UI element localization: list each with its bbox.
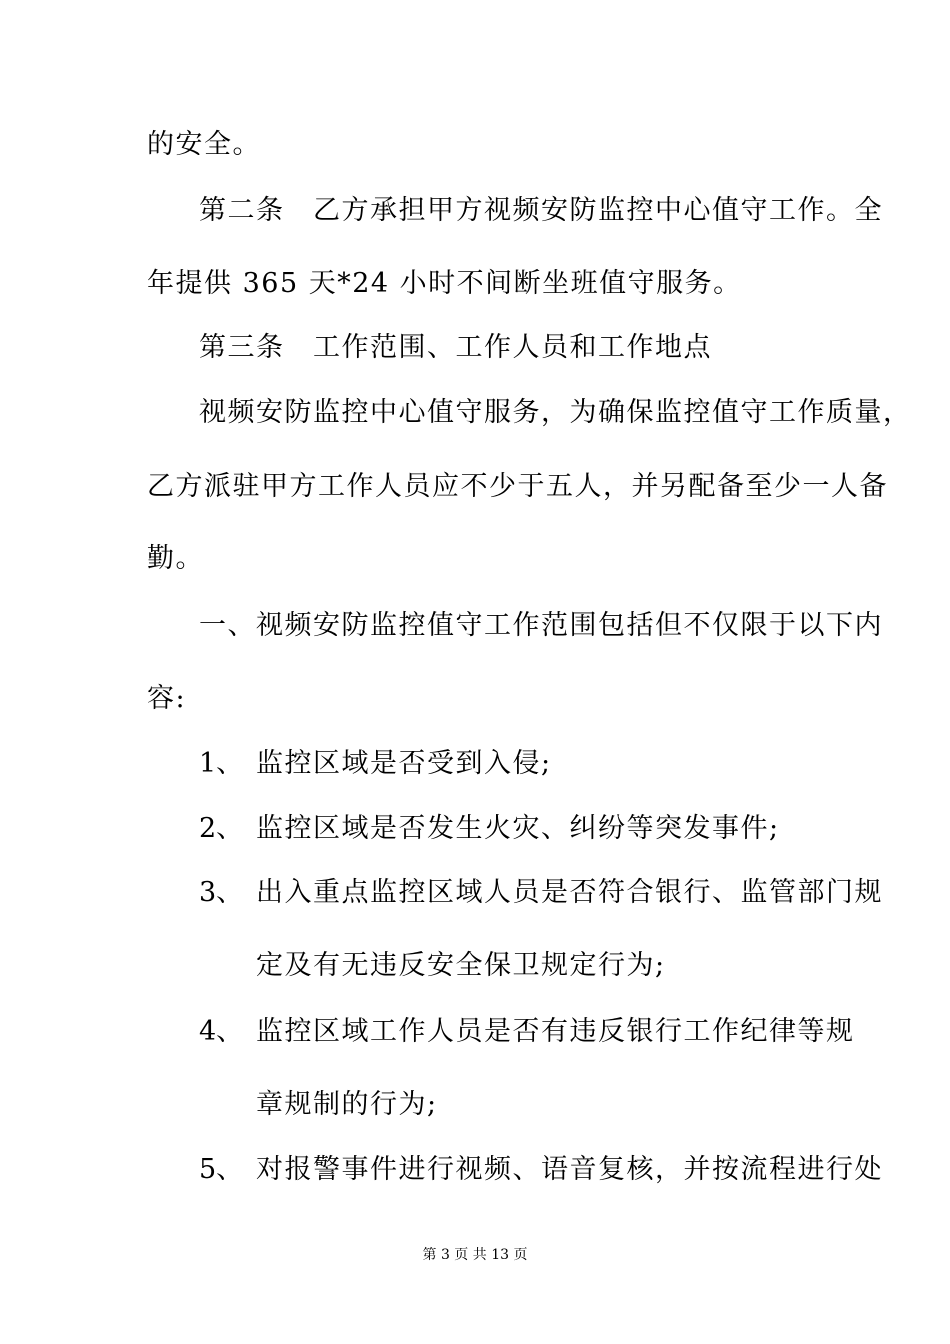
list-item-number: 1、 [199, 748, 244, 779]
list-item-text: 监控区域工作人员是否有违反银行工作纪律等规 [256, 1016, 855, 1047]
list-item-text: 定及有无违反安全保卫规定行为; [256, 950, 666, 981]
list-item-number: 4、 [199, 1016, 244, 1047]
list-item-text: 监控区域是否发生火灾、纠纷等突发事件; [256, 813, 780, 844]
list-item-text: 监控区域是否受到入侵; [256, 748, 552, 779]
article-3-heading: 第三条 工作范围、工作人员和工作地点 [199, 332, 712, 363]
article-2-heading: 第二条 乙方承担甲方视频安防监控中心值守工作。全 [199, 195, 883, 226]
section-heading: 一、视频安防监控值守工作范围包括但不仅限于以下内 [199, 610, 883, 641]
list-item-text: 出入重点监控区域人员是否符合银行、监管部门规 [256, 877, 883, 908]
body-text-line: 乙方派驻甲方工作人员应不少于五人，并另配备至少一人备 [147, 471, 888, 502]
list-item-number: 3、 [199, 877, 244, 908]
page-footer: 第 3 页 共 13 页 [422, 1247, 528, 1263]
body-text-line: 视频安防监控中心值守服务，为确保监控值守工作质量， [199, 397, 912, 428]
list-item-number: 2、 [199, 813, 244, 844]
list-item-text: 对报警事件进行视频、语音复核，并按流程进行处 [256, 1154, 883, 1185]
body-text-line: 的安全。 [147, 129, 261, 160]
body-text-line: 容: [147, 683, 187, 714]
list-item-number: 5、 [199, 1154, 244, 1185]
body-text-line: 年提供 365 天*24 小时不间断坐班值守服务。 [147, 268, 742, 299]
list-item-text: 章规制的行为; [256, 1089, 438, 1120]
body-text-line: 勤。 [147, 543, 204, 574]
